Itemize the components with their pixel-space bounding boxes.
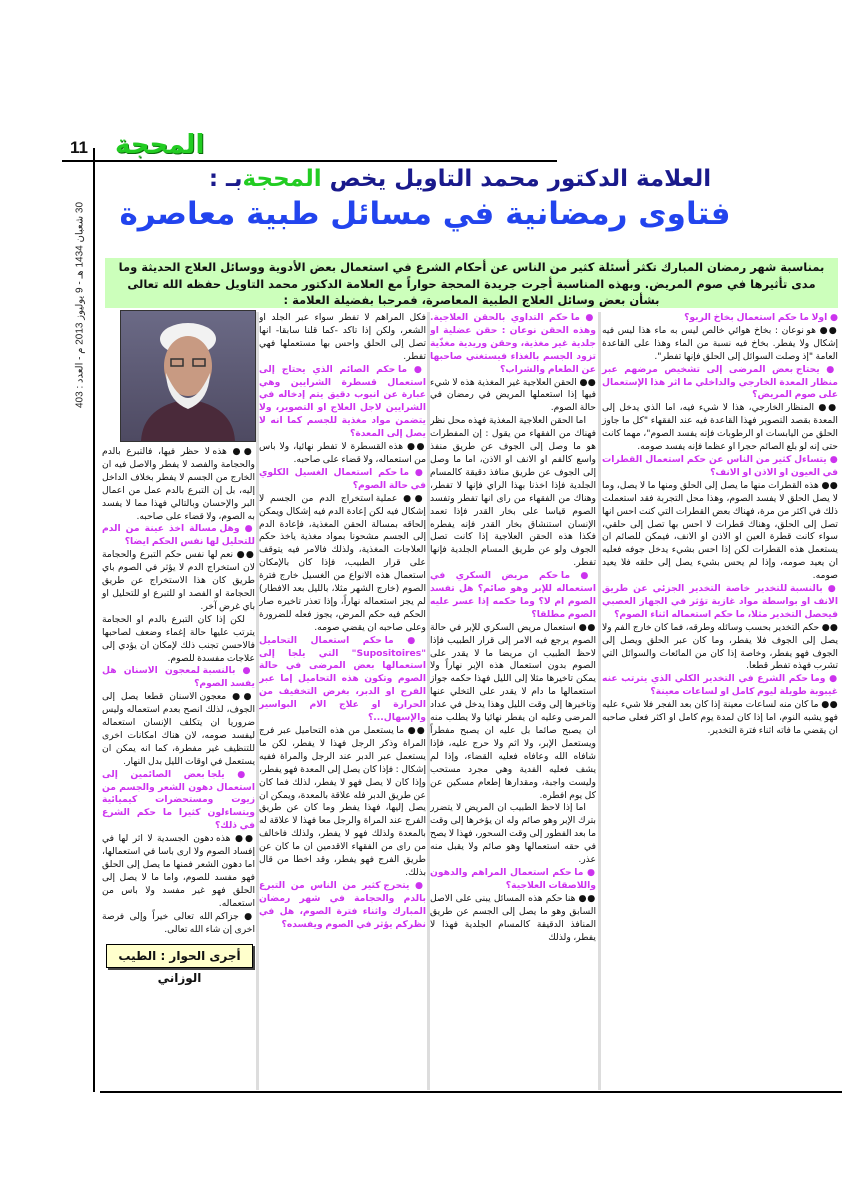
- newspaper-logo: المحجة: [115, 130, 205, 160]
- answer: ●● ما كان منه لساعات معينة إذا كان بعد الفجر فلا شيء عليه فهو يشبه النوم، اما إذا كان لمدة يوم كامل او اكثر فعلى صاحبه ان يقضي ما فاته اثناء فترة التخدير.: [602, 699, 838, 738]
- question: ● وهل مسالة اخذ عينة من الدم للتحليل لها نفس الحكم ايضا؟: [102, 523, 255, 549]
- question: ● ما حكم مريض السكري في استعماله للإبر وهو صائم؟ هل تفسد الصوم ام لا؟ وما حكمه إذا عسر عليه الصوم مطلقا؟: [430, 570, 596, 622]
- answer: ●● هو نوعان : بخاخ هوائي خالص ليس به ماء هذا ليس فيه إشكال ولا يفطر. بخاخ فيه نسبة من الماء وهذا على القاعدة العامة "إذ وصلت السوائل إلى الحلق فإنها تفطر".: [602, 325, 838, 364]
- question: ● يتساءل كثير من الناس عن حكم استعمال القطرات في العيون او الاذن او الانف؟: [602, 454, 838, 480]
- question: ● يلجا بعض الصائمين إلى استعمال دهون الشعر والجسم من زيوت ومستحضرات كيميائية ويتساءلون كثيرا ما حكم الشرع في ذلك؟: [102, 769, 255, 834]
- answer: ●● هنا حكم هذه المسائل يبنى على الاصل السابق وهو ما يصل إلى الجسم عن طريق المنافذ الدقيقة كالمسام الجلدية فهذا لا يفطر، ولذلك: [430, 893, 596, 945]
- answer: ●● هذه دهون الجسدية لا اثر لها في إفساد الصوم ولا ارى باسا في استعمالها، اما دهون الشعر فمنها ما يصل إلى الحلق فهو مفسد للصوم، واما ما لا يصل إلى الحلق فهو غير مفسد ولا باس من استعماله.: [102, 833, 255, 910]
- issue-date-text: 30 شعبان 1434 هـ - 9 يوليوز 2013 م - العدد : 403: [74, 201, 86, 409]
- interviewer-byline: أجرى الحوار : الطيب الوزاني: [106, 944, 253, 968]
- answer: ●● استعمال مريض السكري للإبر في حالة الصوم يرجع فيه الامر إلى قرار الطبيب فإذا لاحظ الطبيب ان مريضا ما لا يقدر على الصوم بدون استعمال هذه الإبر نهاراً ولا يمكن تاخيرها مثلا إلى الليل فهذا حكمه جواز استعمالها ما دام لا يقدر على التخلي عنها وتاخيرها إلى وقت الليل وهذا يدخل في عداد المرضى وعليه ان يفطر نهائيا ولا يطلب منه ان يصبح صائما بل عليه ان يصبح مفطراً ويستعمل الإبر، ولا اثم ولا حرج عليه، فإذا شافاه الله وعافاه فعليه القضاء، وإذا لم يشف فعليه الفدية وهي مجرد مستحب وليست واجبة، ومقدارها إطعام مسكين عن كل يوم افطره.: [430, 622, 596, 803]
- answer: ●● هذه لا حظر فيها، فالتبرع بالدم والحجامة والفصد لا يفطر والاصل فيه ان الخارج من الجسم لا يفطر بخلاف الداخل إليه، بل إن التبرع بالدم عمل من اعمال البر والإحسان وبالتالي فهذا مما لا يفسد به الصوم، ولا قضاء على صاحبه.: [102, 446, 255, 523]
- paragraph: فكل المراهم لا تفطر سواء عبر الجلد او الشعر، ولكن إذا تاكد -كما قلنا سابقا- انها تصل إلى الحلق واحس بها مستعملها فهي تفطر.: [259, 312, 426, 362]
- question: ● اولا ما حكم استعمال بخاخ الربو؟: [602, 312, 838, 325]
- column-2-text: [430, 312, 596, 944]
- column-3-text: [259, 312, 426, 932]
- interviewee-photo: [120, 310, 256, 442]
- paragraph: ● جزاكم الله تعالى خيراً وإلى فرصة اخرى إن شاء الله تعالى.: [102, 911, 255, 937]
- question: ● وما حكم الشرع في التخدير الكلي الذي يترتب عنه غيبوبة طويلة ليوم كامل او لساعات معينة؟: [602, 673, 838, 699]
- kicker-prefix: العلامة الدكتور محمد التاويل يخص: [329, 166, 712, 192]
- question: ● ما حكم استعمال المراهم والدهون واللاصقات العلاجية؟: [430, 867, 596, 893]
- paragraph: اما الحقن العلاجية المغذية فهذه محل نظر فهناك من الفقهاء من يقول : إن المفطرات هو ما وصل إلى الجوف عن طريق منفذ واسع كالفم او الانف او الاذن، اما ما وصل إلى الجوف عن طريق منافذ دقيقة كالمسام الجلدية فإذا اخذنا بهذا الراي فإنها لا تفطر، وهناك من الفقهاء من راى انها تفطر وتفسد الصوم قياسا على بخار القدر فإذا تعمد الإنسان استنشاق بخار القدر فإنه يفطره فكذا هذه الحقن العلاجية إذا كانت تصل الجوف ولو عن طريق المسام الجلدية فإنها تفطر.: [430, 415, 596, 569]
- footer-rule: [100, 1091, 842, 1093]
- column-divider: [598, 312, 601, 1090]
- article-headline: فتاوى رمضانية في مسائل طبية معاصرة: [119, 196, 731, 232]
- answer: ●● نعم لها نفس حكم التبرع والحجامة لان استخراج الدم لا يؤثر في الصوم باي طريق كان هذا الاستخراج عن طريق الحجامة او الفصد او للتبرع او للتحليل او باي غرض آخر.: [102, 549, 255, 614]
- column-1-text: [602, 312, 838, 738]
- paragraph: لكن إذا كان التبرع بالدم او الحجامة يترتب عليها حالة إغماء وضعف لصاحبها فالاحسن تجنب ذلك لإمكان ان يؤدي إلى علاجات مفسدة للصوم.: [102, 613, 255, 664]
- question: ● ما حكم التداوي بالحقن العلاجية. وهذه الحقن نوعان : حقن عضلية او جلدية غير مغذية، وحقن وريدية مغذّية تزود الجسم بالغذاء فيستغني صاحبها عن الطعام والشراب؟: [430, 312, 596, 377]
- article-column-3: [259, 312, 426, 932]
- question: ● يحتاج بعض المرضى إلى تشخيص مرضهم عبر منظار المعدة الخارجي والداخلي ما اثر هذا الإستعمال على صوم المريض؟: [602, 364, 838, 403]
- answer: ●● معجون الاسنان قطعا يصل إلى الجوف، لذلك انصح بعدم استعماله وليس ضروريا ان يتكلف الإنسان استعماله ليفسد صومه، لان هناك امكانات اخرى للتنظيف غير مفطرة، كما انه يمكن ان يستعمل في اوقات الليل بدل النهار.: [102, 691, 255, 768]
- article-column-2: [430, 312, 596, 944]
- column-4-text: [102, 446, 255, 936]
- answer: ●● الحقن العلاجية غير المغذية هذه لا شيء فيها إذا استعملها المريض في رمضان في حالة الصوم.: [430, 377, 596, 416]
- margin-rule: [93, 148, 95, 1092]
- article-column-1: [602, 312, 838, 738]
- column-divider: [256, 312, 259, 1090]
- question: ● ما حكم استعمال الغسيل الكلوي في حالة الصوم؟: [259, 467, 426, 493]
- question: ● ما حكم الصائم الذي يحتاج إلى استعمال قسطرة الشرايين وهي عبارة عن انبوب دقيق يتم إدخاله في الشرايين لاجل العلاج او التصوير، ولا يتضمن مواد مغذية للجسم كما انه لا يصل إلى المعدة؟: [259, 364, 426, 441]
- question: ● ما حكم استعمال التحاميل "Supositoires" التي يلجا إلى استعمالها بعض المرضى في حالة الصوم وتكون هذه التحاميل إما عبر الفرج او الدبر، بغرض التخفيف من الحرارة او علاج الام البواسير والإسهال...؟: [259, 635, 426, 725]
- page-number: 11: [70, 138, 88, 157]
- paragraph: اما إذا لاحظ الطبيب ان المريض لا يتضرر بترك الإبر وهو صائم وله ان يؤخرها إلى وقت ما بعد الفطور إلى وقت السحور، فهذا لا يصح في حقه استعمالها وهو صائم ولا يقبل منه عذر.: [430, 802, 596, 866]
- answer: ●● المنظار الخارجي، هذا لا شيء فيه، اما الذي يدخل إلى المعدة بقصد التصوير فهذا القاعدة فيه عند الفقهاء "كل ما جاوز الحلق من اليابسات او الرطوبات فإنه يفسد الصوم"، مهما كانت حتى إنه لو بلع الصائم حجرا او عظما فإنه يفسد صومه.: [602, 402, 838, 454]
- answer: ●● ما يستعمل من هذه التحاميل عبر فرج المراة وذكر الرجل فهذا لا يفطر، لكن ما يستعمل عبر الدبر عند الرجل والمراة ففيه إشكال : فإذا كان يصل إلى المعدة فهو يفطر، وإذا كان لا يصل فهو لا يفطر، لذلك فما كان عن طريق الدبر فله علاقة بالمعدة، ويمكن ان يصل إليها، فهذا يفطر وما كان عن طريق الفرج عند المراة والرجل معا فهذا لا علاقة له بالمعدة ولذلك فهو لا يفطر، ولذلك فاخالف من راى من الفقهاء الاقدمين ان ما كان عن طريق الفرج فهو يفطر، وقد اخطا من قال بذلك.: [259, 725, 426, 880]
- article-kicker: [150, 166, 770, 192]
- article-intro: بمناسبة شهر رمضان المبارك تكثر أسئلة كثير من الناس عن أحكام الشرع في استعمال بعض الأدوية ووسائل العلاج الحديثة وما مدى تأثيرها في صوم المريض. وبهذه المناسبة أجرت جريدة المحجة حواراً مع العلامة الدكتور محمد التاويل حفظه الله تعالى بشأن بعض وسائل العلاج الطبية المعاصرة، فمرحبا بفضيلة العلامة :: [105, 258, 838, 308]
- issue-date-vertical: [70, 190, 90, 420]
- header-rule: [62, 160, 557, 162]
- column-divider: [427, 312, 430, 1090]
- answer: ●● هذه القسطرة لا تفطر نهائيا، ولا باس من استعماله، ولا قضاء على صاحبه.: [259, 441, 426, 467]
- answer: ●● حكم التخدير بحسب وسائله وطرقه، فما كان خارج الفم ولا يصل إلى الجوف فلا يفطر، وما كان عبر الحلق ويصل إلى الجوف فهو يفطر، وخاصة إذا كان من المائعات والسوائل التي تشرب فهذه تفطر قطعا.: [602, 622, 838, 674]
- question: ● بالنسبة للتخدير خاصة التخدير الجزئي عن طريق الانف او بواسطة مواد غازية تؤثر في الجهاز العصبي فيحصل التخدير مثلا، ما حكم استعماله اثناء الصوم؟: [602, 583, 838, 622]
- kicker-suffix: بـ :: [208, 166, 243, 192]
- answer: ●● عملية استخراج الدم من الجسم لا إشكال فيه لكن إعادة الدم فيه إشكال ويمكن إلحاقه بمسالة الحقن المغذية، فإعادة الدم إلى الجسم مشحونا بمواد مغذية ياخذ حكم العلاجات المغذية، ولذلك فالامر فيه يتوقف على قرار الطبيب، فإذا كان بالإمكان استعمال هذه الانواع من الغسيل خارج فترة الصوم (خارج الشهر مثلا، بالليل بعد الافطار) لم يجز استعماله نهاراً، وإذا تعذر تاخيره صار الحكم فيه حكم المرض، يجوز فعله للضرورة وعلى صاحبه ان يقضي صومه.: [259, 493, 426, 635]
- kicker-brand: المحجة: [242, 166, 322, 192]
- answer: ●● هذه القطرات منها ما يصل إلى الحلق ومنها ما لا يصل، وما لا يصل الحلق لا يفسد الصوم، وهذا محل التجربة فقد استعملت ذلك في اكثر من مرة، فهناك بعض القطرات التي كنت احس انها تصل إلى الحلق، وهناك قطرات لا احس بها تصل إلى حلقي، سواء كانت قطرة العين او الاذن او الانف، فيمكن للصائم ان يستعمل هذه القطرات لكن إذا احس بشيء يدخل جوفه فعليه ان يعيد صومه، وإذا لم يحس بشيء يصل إلى حلقه فلا يعيد صومه.: [602, 480, 838, 583]
- question: ● يتحرج كثير من الناس من التبرع بالدم والحجامة في شهر رمضان المبارك واثناء فترة الصوم، هل في نظركم يؤثر في الصوم ويفسده؟: [259, 880, 426, 932]
- article-column-4: [102, 446, 255, 986]
- question: ● بالنسبة لمعجون الاسنان هل يفسد الصوم؟: [102, 665, 255, 691]
- portrait-image: [121, 311, 255, 441]
